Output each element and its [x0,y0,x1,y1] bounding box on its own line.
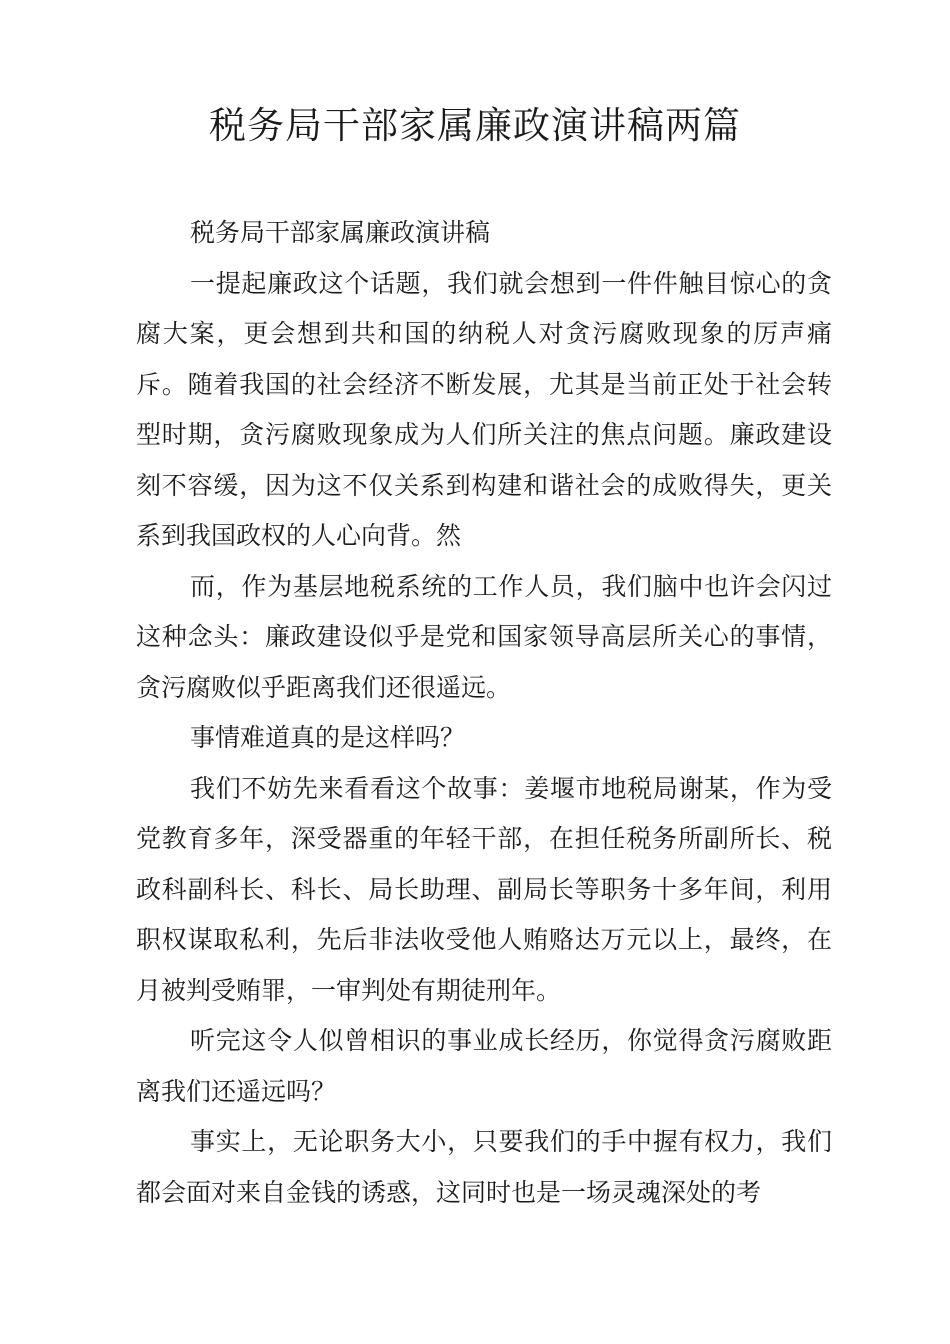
subtitle-paragraph: 税务局干部家属廉政演讲稿 [190,218,491,247]
document-title: 税务局干部家属廉政演讲稿两篇 [209,104,741,147]
body-paragraph: 事实上，无论职务大小，只要我们的手中握有权力，我们都会面对来自金钱的诱惑，这同时也是一场灵魂深处的考 [136,1127,832,1207]
document-body [136,208,832,1218]
body-paragraph: 我们不妨先来看看这个故事：姜堰市地税局谢某，作为受党教育多年，深受器重的年轻干部，在担任税务所副所长、税政科副科长、科长、局长助理、副局长等职务十多年间，利用职权谋取私利，先后非法收受他人贿赂达万元以上，最终，在月被判受贿罪，一审判处有期徒刑年。 [136,773,832,1005]
body-paragraph: 而，作为基层地税系统的工作人员，我们脑中也许会闪过这种念头：廉政建设似乎是党和国家领导高层所关心的事情，贪污腐败似乎距离我们还很遥远。 [136,571,832,702]
body-paragraph: 听完这令人似曾相识的事业成长经历，你觉得贪污腐败距离我们还遥远吗？ [136,1026,832,1106]
body-paragraph: 事情难道真的是这样吗？ [190,723,466,752]
body-paragraph: 一提起廉政这个话题，我们就会想到一件件触目惊心的贪腐大案，更会想到共和国的纳税人对贪污腐败现象的厉声痛斥。随着我国的社会经济不断发展，尤其是当前正处于社会转型时期，贪污腐败现象成为人们所关注的焦点问题。廉政建设刻不容缓，因为这不仅关系到构建和谐社会的成败得失，更关系到我国政权的人心向背。然 [136,268,832,550]
